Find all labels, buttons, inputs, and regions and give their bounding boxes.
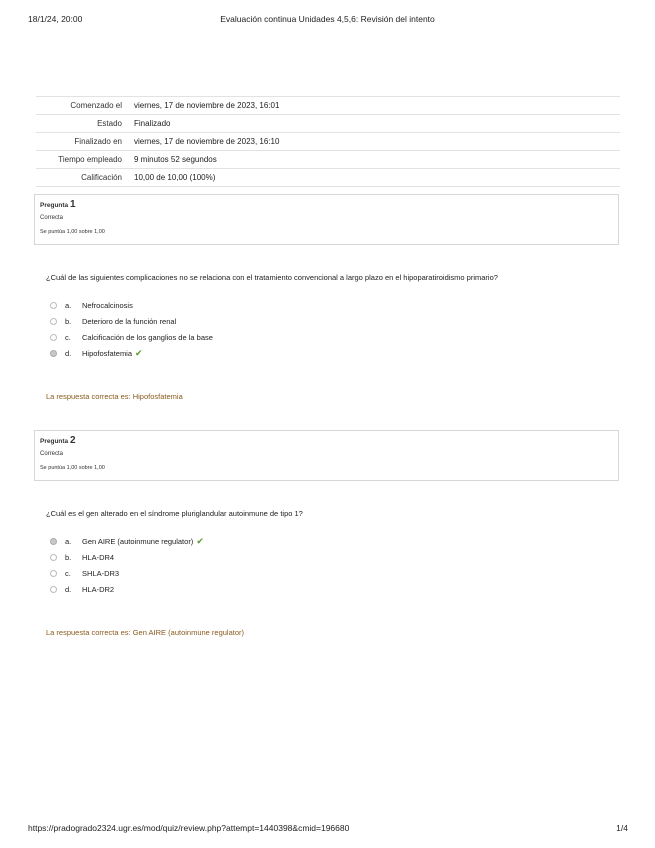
- answer-option[interactable]: [50, 533, 204, 549]
- page-url: https://pradogrado2324.ugr.es/mod/quiz/review.php?attempt=1440398&cmid=196680: [28, 823, 350, 833]
- question-grade: Se puntúa 1,00 sobre 1,00: [40, 229, 105, 235]
- answer-text: Gen AIRE (autoinmune regulator): [82, 536, 194, 546]
- summary-row: [36, 133, 620, 151]
- summary-value: viernes, 17 de noviembre de 2023, 16:01: [128, 97, 620, 115]
- summary-label: Tiempo empleado: [36, 151, 128, 169]
- page-title: Evaluación continua Unidades 4,5,6: Revisión del intento: [220, 14, 435, 24]
- question-info-box: [34, 430, 619, 481]
- answer-text: Calcificación de los ganglios de la base: [82, 332, 213, 342]
- radio-button[interactable]: [50, 334, 57, 341]
- summary-value: 10,00 de 10,00 (100%): [128, 169, 620, 187]
- right-answer-feedback: La respuesta correcta es: Gen AIRE (autoinmune regulator): [46, 628, 245, 637]
- answer-letter: d.: [65, 348, 72, 358]
- radio-button[interactable]: [50, 586, 57, 593]
- answer-option[interactable]: [50, 313, 213, 329]
- answer-letter: a.: [65, 300, 72, 310]
- answer-letter: d.: [65, 584, 72, 594]
- summary-label: Estado: [36, 115, 128, 133]
- answer-text: HLA-DR4: [82, 552, 115, 562]
- question-text: ¿Cuál de las siguientes complicaciones no se relaciona con el tratamiento convencional a largo plazo en el hipoparatiroidismo primario?: [46, 273, 498, 282]
- question-text: ¿Cuál es el gen alterado en el síndrome pluriglandular autoinmune de tipo 1?: [46, 509, 303, 518]
- question-grade: Se puntúa 1,00 sobre 1,00: [40, 465, 105, 471]
- answer-option[interactable]: [50, 565, 204, 581]
- question-info-box: [34, 194, 619, 245]
- radio-button[interactable]: [50, 350, 57, 357]
- summary-value: Finalizado: [128, 115, 620, 133]
- summary-value: 9 minutos 52 segundos: [128, 151, 620, 169]
- check-icon: ✔: [196, 535, 204, 546]
- answer-text: SHLA-DR3: [82, 568, 120, 578]
- right-answer-feedback: La respuesta correcta es: Hipofosfatemia: [46, 392, 183, 401]
- attempt-summary-table: [36, 96, 620, 187]
- radio-button[interactable]: [50, 538, 57, 545]
- radio-button[interactable]: [50, 318, 57, 325]
- answer-text: HLA-DR2: [82, 584, 115, 594]
- answer-letter: b.: [65, 552, 72, 562]
- summary-value: viernes, 17 de noviembre de 2023, 16:10: [128, 133, 620, 151]
- answer-list: [50, 297, 213, 361]
- radio-button[interactable]: [50, 302, 57, 309]
- page-number: 1/4: [616, 823, 628, 833]
- answer-option[interactable]: [50, 345, 213, 361]
- answer-option[interactable]: [50, 581, 204, 597]
- print-date: 18/1/24, 20:00: [28, 14, 83, 24]
- answer-letter: c.: [65, 332, 71, 342]
- answer-list: [50, 533, 204, 597]
- answer-letter: c.: [65, 568, 71, 578]
- answer-option[interactable]: [50, 297, 213, 313]
- radio-button[interactable]: [50, 554, 57, 561]
- check-icon: ✔: [135, 347, 143, 358]
- summary-label: Comenzado el: [36, 97, 128, 115]
- question-number: Pregunta 1: [40, 199, 76, 210]
- summary-row: [36, 115, 620, 133]
- summary-label: Calificación: [36, 169, 128, 187]
- summary-row: [36, 97, 620, 115]
- answer-option[interactable]: [50, 549, 204, 565]
- radio-button[interactable]: [50, 570, 57, 577]
- question-state: Correcta: [40, 451, 64, 457]
- answer-text: Hipofosfatemia: [82, 348, 133, 358]
- answer-letter: b.: [65, 316, 72, 326]
- answer-letter: a.: [65, 536, 72, 546]
- question-state: Correcta: [40, 215, 64, 221]
- summary-row: [36, 169, 620, 187]
- summary-label: Finalizado en: [36, 133, 128, 151]
- summary-row: [36, 151, 620, 169]
- question-number: Pregunta 2: [40, 435, 76, 446]
- answer-text: Deterioro de la función renal: [82, 316, 177, 326]
- answer-option[interactable]: [50, 329, 213, 345]
- answer-text: Nefrocalcinosis: [82, 300, 133, 310]
